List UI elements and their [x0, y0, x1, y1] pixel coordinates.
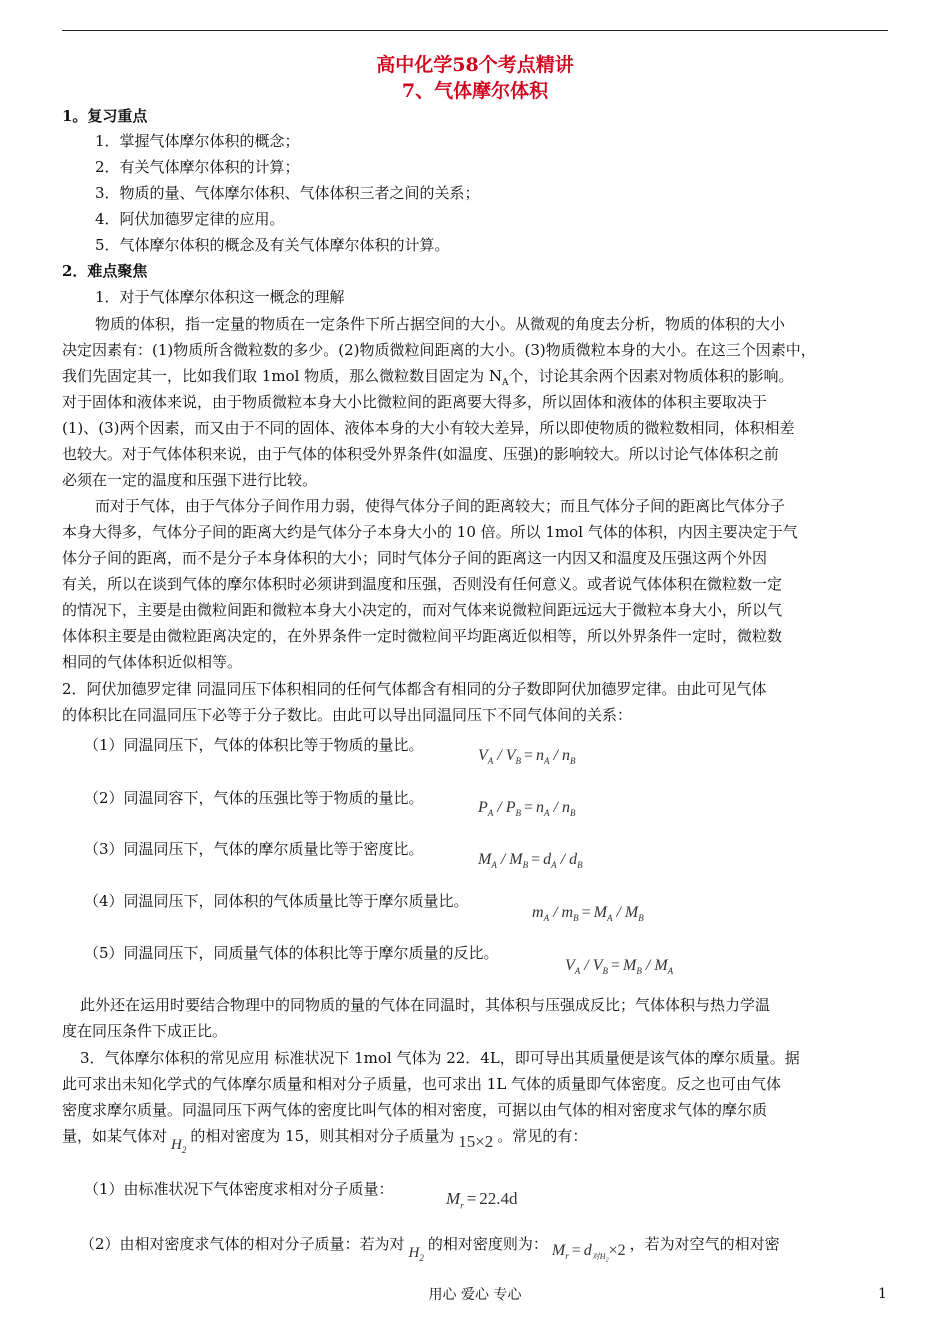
relation-text: （3）同温同压下，气体的摩尔质量比等于密度比。: [84, 840, 424, 858]
relation-text: （1）同温同压下，气体的体积比等于物质的量比。: [84, 736, 424, 754]
formula: $V_A / V_B = n_A / n_B$: [478, 747, 576, 767]
list-item: 5．气体摩尔体积的概念及有关气体摩尔体积的计算。: [95, 236, 450, 254]
paragraph-line: 此外还在运用时要结合物理中的同物质的量的气体在同温时，其体积与压强成反比；气体体积与热力学温: [80, 996, 771, 1014]
relation-text: （2）同温同容下，气体的压强比等于物质的量比。: [84, 789, 424, 807]
paragraph-line: 体分子间的距离，而不是分子本身体积的大小；同时气体分子间的距离这一内因又和温度及压强这两个外因: [62, 549, 768, 567]
paragraph-line: 我们先固定其一，比如我们取 1mol 物质，那么微粒数目固定为 $N_A$个，讨论其余两个因素对物质体积的影响。: [62, 367, 794, 388]
formula: $m_A / m_B = M_A / M_B$: [532, 904, 644, 924]
page-subtitle: 7、气体摩尔体积: [401, 80, 549, 102]
paragraph-line: 有关，所以在谈到气体的摩尔体积时必须讲到温度和压强，否则没有任何意义。或者说气体体积在微粒数一定: [62, 575, 783, 593]
subheading: 1．对于气体摩尔体积这一概念的理解: [95, 288, 345, 306]
paragraph-line: （1）由标准状况下气体密度求相对分子质量：: [84, 1180, 394, 1198]
paragraph-line: 的情况下，主要是由微粒间距和微粒本身大小决定的，而对气体来说微粒间距远远大于微粒本身大小，所以气: [62, 601, 783, 619]
paragraph-line: 相同的气体体积近似相等。: [62, 653, 243, 671]
list-item: 4．阿伏加德罗定律的应用。: [95, 210, 285, 228]
header-rule: [62, 30, 888, 31]
relation-text: （4）同温同压下，同体积的气体质量比等于摩尔质量比。: [84, 892, 469, 910]
paragraph-line: 决定因素有：(1)物质所含微粒数的多少。(2)物质微粒间距离的大小。(3)物质微粒本身的大小。在这三个因素中，: [62, 341, 816, 359]
paragraph-line: 量，如某气体对 $H_2$的相对密度为 15，则其相对分子质量为 15×2 。常见的有：: [62, 1127, 588, 1155]
paragraph-line: 3．气体摩尔体积的常见应用 标准状况下 1mol 气体为 22．4L，即可导出其质量便是该气体的摩尔质量。据: [80, 1049, 800, 1067]
relation-text: （5）同温同压下，同质量气体的体积比等于摩尔质量的反比。: [84, 944, 499, 962]
paragraph-line: 密度求摩尔质量。同温同压下两气体的密度比叫气体的相对密度，可据以由气体的相对密度求气体的摩尔质: [62, 1101, 768, 1119]
formula: $M_r = 22.4d$: [446, 1189, 518, 1211]
formula: $P_A / P_B = n_A / n_B$: [478, 799, 576, 819]
formula: $V_A / V_B = M_B / M_A$: [565, 957, 674, 977]
paragraph-line: 而对于气体，由于气体分子间作用力弱，使得气体分子间的距离较大；而且气体分子间的距离比气体分子: [95, 497, 786, 515]
list-item: 3．物质的量、气体摩尔体积、气体体积三者之间的关系；: [95, 184, 480, 202]
paragraph-line: 体体积主要是由微粒距离决定的，在外界条件一定时微粒间平均距离近似相等，所以外界条件一定时，微粒数: [62, 627, 783, 645]
page-footer: 用心 爱心 专心: [428, 1287, 522, 1303]
page-title: 高中化学58个考点精讲: [376, 54, 574, 76]
paragraph-line: (1)、(3)两个因素，而又由于不同的固体、液体本身的大小有较大差异，所以即使物质的微粒数相同，体积相差: [62, 419, 795, 437]
paragraph-line: 2．阿伏加德罗定律 同温同压下体积相同的任何气体都含有相同的分子数即阿伏加德罗定律。由此可见气体: [62, 680, 767, 698]
section-heading-difficulties: 2．难点聚焦: [62, 262, 148, 280]
page-number: 1: [878, 1286, 887, 1302]
paragraph-line: 此可求出未知化学式的气体摩尔质量和相对分子质量，也可求出 1L 气体的质量即气体密度。反之也可由气体: [62, 1075, 782, 1093]
paragraph-line: 对于固体和液体来说，由于物质微粒本身大小比微粒间的距离要大得多，所以固体和液体的体积主要取决于: [62, 393, 768, 411]
paragraph-line: 本身大得多，气体分子间的距离大约是气体分子本身大小的 10 倍。所以 1mol 气体的体积，内因主要决定于气: [62, 523, 798, 541]
section-heading-review: 1。复习重点: [62, 107, 148, 125]
paragraph-line: 也较大。对于气体体积来说，由于气体的体积受外界条件(如温度、压强)的影响较大。所以讨论气体体积之前: [62, 445, 779, 463]
list-item: 1．掌握气体摩尔体积的概念；: [95, 132, 300, 150]
paragraph-line: 物质的体积，指一定量的物质在一定条件下所占据空间的大小。从微观的角度去分析，物质的体积的大小: [95, 315, 786, 333]
formula: $M_A / M_B = d_A / d_B$: [478, 851, 583, 871]
paragraph-line: （2）由相对密度求气体的相对分子质量：若为对 $H_2$的相对密度则为： $M_r = d_{对H_2}\times 2$ ，若为对空气的相对密: [80, 1235, 780, 1264]
paragraph-line: 度在同压条件下成正比。: [62, 1022, 228, 1040]
list-item: 2．有关气体摩尔体积的计算；: [95, 158, 300, 176]
paragraph-line: 必须在一定的温度和压强下进行比较。: [62, 471, 318, 489]
paragraph-line: 的体积比在同温同压下必等于分子数比。由此可以导出同温同压下不同气体间的关系：: [62, 706, 633, 724]
